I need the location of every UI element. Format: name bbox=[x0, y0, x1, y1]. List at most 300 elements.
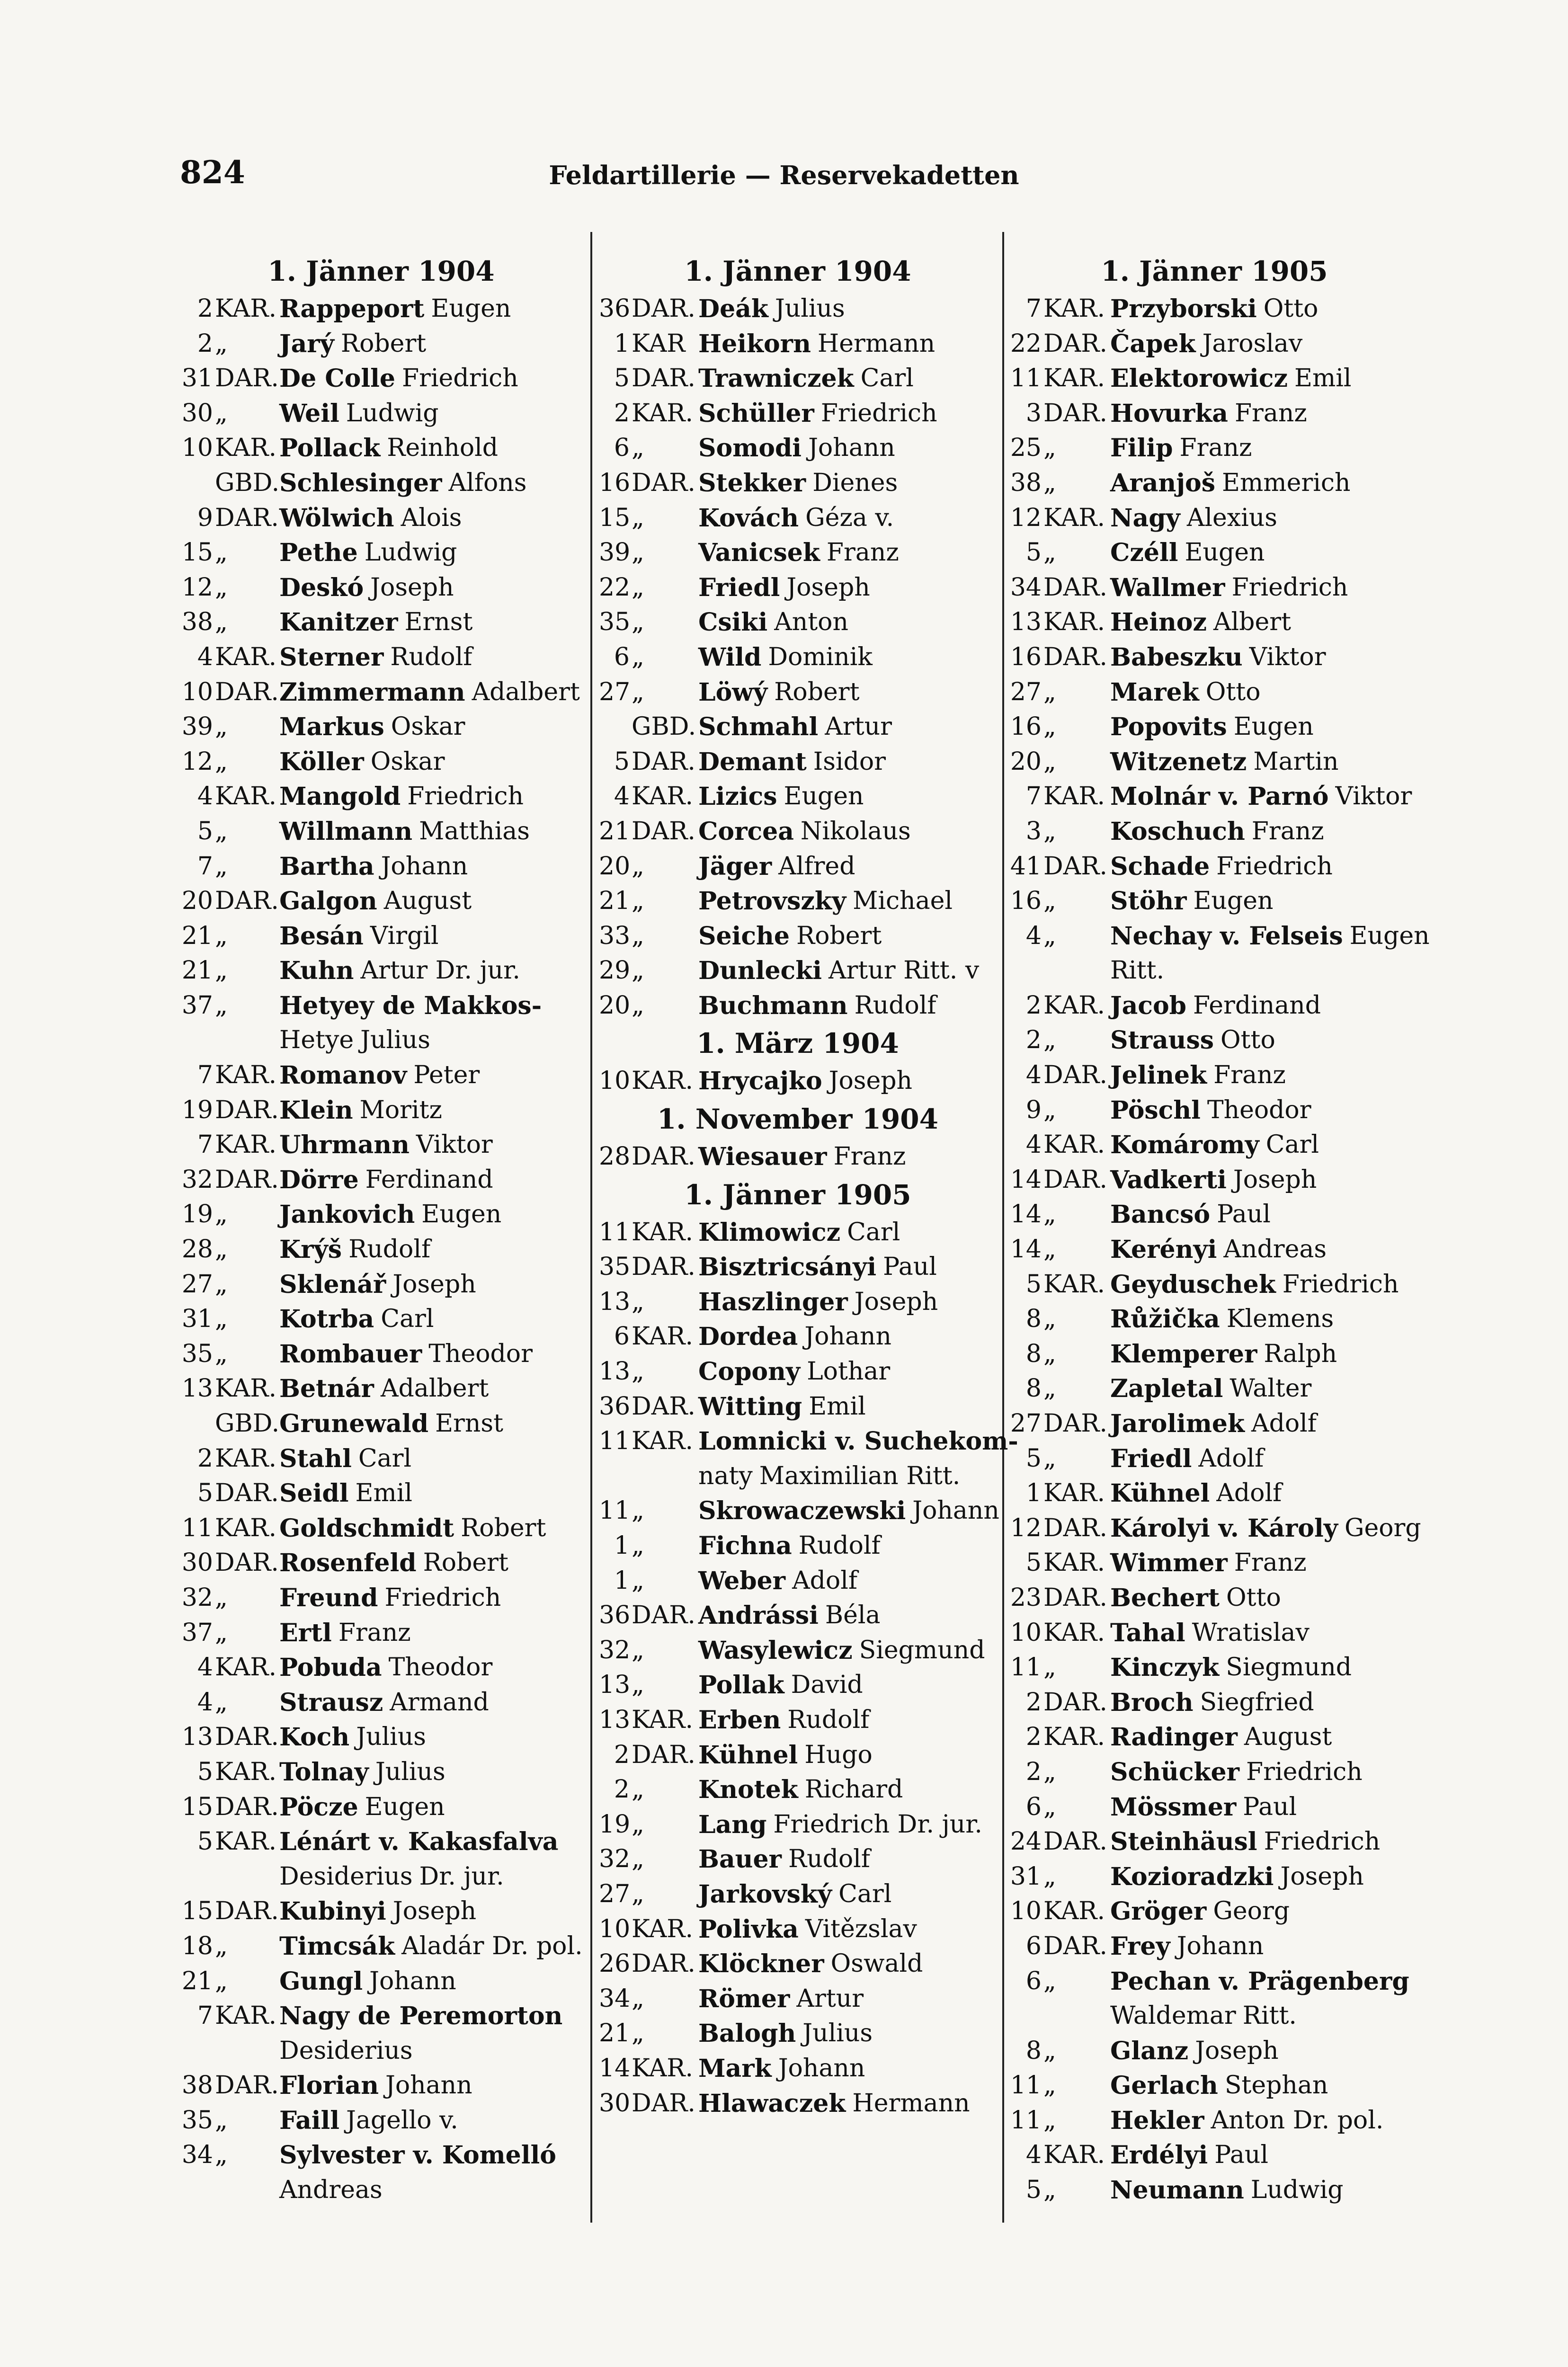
regiment-type: „ bbox=[215, 1967, 228, 1995]
regiment-type: „ bbox=[215, 608, 228, 637]
regiment-type: „ bbox=[1043, 747, 1056, 776]
list-item bbox=[1008, 710, 1420, 745]
regiment-number: 9 bbox=[197, 503, 213, 532]
regiment-number: 1 bbox=[614, 1531, 630, 1560]
list-item bbox=[1008, 1720, 1420, 1755]
regiment-type: DAR. bbox=[632, 1392, 695, 1421]
list-item bbox=[180, 535, 582, 570]
list-item bbox=[1008, 2034, 1420, 2069]
list-item bbox=[599, 1459, 997, 1494]
surname: Löwý bbox=[698, 677, 768, 707]
regiment-type: DAR. bbox=[1043, 852, 1107, 881]
given-name: Aladár Dr. pol. bbox=[401, 1931, 583, 1960]
given-name: Dienes bbox=[812, 468, 898, 497]
regiment-number: 21 bbox=[181, 1967, 213, 1995]
regiment-number: 13 bbox=[1010, 608, 1042, 637]
surname: Bartha bbox=[279, 852, 374, 881]
list-item bbox=[1008, 2138, 1420, 2173]
column-divider bbox=[1002, 232, 1004, 2223]
regiment-type: „ bbox=[1043, 2071, 1056, 2100]
regiment-number: 11 bbox=[1010, 2106, 1042, 2135]
list-item bbox=[180, 1581, 582, 1616]
surname: Copony bbox=[698, 1357, 801, 1387]
regiment-number: 23 bbox=[1010, 1583, 1042, 1612]
regiment-number: 7 bbox=[197, 852, 213, 881]
regiment-type: DAR. bbox=[1043, 642, 1107, 671]
regiment-number: 5 bbox=[614, 364, 630, 393]
regiment-type: „ bbox=[1043, 1374, 1056, 1403]
regiment-number: 4 bbox=[1025, 921, 1042, 950]
given-name: Friedrich bbox=[384, 1583, 501, 1612]
regiment-number: 32 bbox=[599, 1636, 631, 1664]
surname: Ritt. bbox=[1110, 956, 1165, 985]
given-name: Ludwig bbox=[346, 399, 439, 427]
given-name: Géza v. bbox=[805, 503, 894, 532]
list-item bbox=[599, 431, 997, 466]
given-name: Anton Dr. pol. bbox=[1211, 2106, 1384, 2135]
regiment-type: „ bbox=[632, 503, 644, 532]
regiment-number: 21 bbox=[599, 2019, 631, 2048]
given-name: Adolf bbox=[792, 1566, 858, 1595]
given-name: Theodor bbox=[388, 1653, 493, 1682]
regiment-type: KAR. bbox=[1043, 1548, 1105, 1577]
list-item bbox=[599, 1598, 997, 1633]
surname: Weil bbox=[279, 399, 339, 428]
list-item bbox=[599, 988, 997, 1023]
regiment-type: „ bbox=[1043, 1757, 1056, 1786]
regiment-number: 5 bbox=[1025, 1270, 1042, 1299]
surname: Komáromy bbox=[1110, 1130, 1259, 1160]
regiment-number: 13 bbox=[181, 1723, 213, 1752]
regiment-type: „ bbox=[632, 991, 644, 1020]
surname: Hetyey de Makkos- bbox=[279, 991, 542, 1020]
regiment-type: „ bbox=[215, 2106, 228, 2135]
regiment-type: KAR. bbox=[215, 1130, 276, 1159]
regiment-number: 10 bbox=[1010, 1618, 1042, 1647]
surname: Wimmer bbox=[1110, 1548, 1228, 1578]
given-name: Peter bbox=[413, 1061, 480, 1090]
surname: Besán bbox=[279, 921, 364, 951]
list-item bbox=[1008, 1337, 1420, 1372]
surname: Corcea bbox=[698, 817, 794, 846]
regiment-type: „ bbox=[1043, 2106, 1056, 2135]
regiment-number: 35 bbox=[599, 608, 631, 637]
regiment-number: 11 bbox=[599, 1218, 631, 1246]
list-item bbox=[599, 2051, 997, 2086]
section-heading: 1. März 1904 bbox=[696, 1027, 899, 1060]
surname: Stöhr bbox=[1110, 887, 1187, 916]
regiment-number: 20 bbox=[599, 991, 631, 1020]
given-name: Friedrich bbox=[1216, 852, 1333, 881]
regiment-number: 32 bbox=[181, 1583, 213, 1612]
list-item bbox=[1008, 953, 1420, 988]
regiment-number: 24 bbox=[1010, 1827, 1042, 1856]
given-name: Theodor bbox=[428, 1339, 533, 1368]
regiment-type: „ bbox=[1043, 1792, 1056, 1821]
regiment-number: 34 bbox=[1010, 573, 1042, 602]
given-name: Joseph bbox=[829, 1067, 913, 1095]
regiment-number bbox=[180, 2173, 213, 2208]
given-name: Armand bbox=[390, 1688, 489, 1717]
section-heading: 1. Jänner 1904 bbox=[684, 255, 911, 287]
regiment-type: DAR. bbox=[1043, 1409, 1107, 1438]
regiment-type: DAR. bbox=[632, 747, 695, 776]
given-name: Emil bbox=[355, 1479, 413, 1508]
regiment-number: 10 bbox=[181, 434, 213, 463]
regiment-type: GBD. bbox=[215, 1409, 280, 1438]
surname: Andrássi bbox=[698, 1601, 819, 1630]
regiment-type: „ bbox=[1043, 1862, 1056, 1891]
list-item bbox=[180, 1616, 582, 1651]
surname: Schlesinger bbox=[279, 468, 442, 498]
surname: Dordea bbox=[698, 1322, 798, 1352]
given-name: Johann bbox=[381, 852, 468, 881]
given-name: Jagello v. bbox=[346, 2106, 458, 2135]
given-name: Matthias bbox=[419, 817, 530, 845]
surname: Čapek bbox=[1110, 329, 1196, 358]
list-item bbox=[599, 1807, 997, 1842]
regiment-number: 32 bbox=[599, 1845, 631, 1874]
surname: Polivka bbox=[698, 1914, 799, 1944]
regiment-number: 5 bbox=[1025, 538, 1042, 567]
regiment-number: 8 bbox=[1025, 1305, 1042, 1334]
surname: Kuhn bbox=[279, 956, 354, 986]
list-item bbox=[599, 570, 997, 605]
given-name: Franz bbox=[1234, 399, 1307, 427]
given-name bbox=[562, 1999, 569, 2034]
regiment-number: 21 bbox=[181, 921, 213, 950]
given-name: Robert bbox=[423, 1548, 508, 1577]
list-item bbox=[180, 1128, 582, 1163]
surname: Kotrba bbox=[279, 1305, 374, 1334]
surname: Pöcze bbox=[279, 1792, 358, 1822]
regiment-type: „ bbox=[1043, 817, 1056, 845]
list-item bbox=[1008, 1476, 1420, 1511]
surname: Heikorn bbox=[698, 329, 811, 358]
regiment-type: DAR. bbox=[1043, 1931, 1107, 1960]
surname: naty bbox=[698, 1461, 753, 1490]
regiment-number: 2 bbox=[1025, 991, 1042, 1020]
list-item bbox=[1008, 2173, 1420, 2208]
regiment-type: DAR. bbox=[632, 1740, 695, 1769]
given-name: Virgil bbox=[370, 921, 439, 950]
regiment-type bbox=[213, 1860, 272, 1895]
regiment-number: 29 bbox=[599, 956, 631, 985]
list-item bbox=[599, 1738, 997, 1773]
list-item bbox=[180, 1546, 582, 1581]
list-item bbox=[1008, 2068, 1420, 2103]
given-name: Theodor bbox=[1207, 1095, 1311, 1124]
list-item bbox=[180, 1232, 582, 1267]
surname: Sklenář bbox=[279, 1270, 386, 1299]
list-item bbox=[599, 1633, 997, 1668]
surname: Strauss bbox=[1110, 1026, 1214, 1055]
regiment-number bbox=[180, 1860, 213, 1895]
given-name: Rudolf bbox=[798, 1531, 881, 1560]
regiment-number: 33 bbox=[599, 921, 631, 950]
surname: Wild bbox=[698, 642, 762, 672]
regiment-number: 36 bbox=[599, 1601, 631, 1630]
list-item bbox=[1008, 745, 1420, 780]
list-item bbox=[1008, 466, 1420, 501]
given-name: Adolf bbox=[1251, 1409, 1317, 1438]
list-item bbox=[180, 1058, 582, 1093]
given-name: Johann bbox=[804, 1322, 891, 1351]
list-item bbox=[180, 292, 582, 327]
regiment-type: „ bbox=[632, 1496, 644, 1525]
list-item bbox=[1008, 779, 1420, 814]
section-heading: 1. November 1904 bbox=[657, 1103, 939, 1136]
list-item bbox=[1008, 675, 1420, 710]
section-heading: 1. Jänner 1904 bbox=[267, 255, 495, 287]
regiment-type: DAR. bbox=[632, 468, 695, 497]
list-item bbox=[1008, 1128, 1420, 1163]
regiment-type: DAR. bbox=[1043, 1165, 1107, 1194]
regiment-number: 8 bbox=[1025, 2036, 1042, 2065]
surname: Klöckner bbox=[698, 1949, 824, 1979]
regiment-number: 2 bbox=[1025, 1757, 1042, 1786]
regiment-number: 11 bbox=[599, 1427, 631, 1456]
surname: Rappeport bbox=[279, 294, 425, 323]
list-item bbox=[1008, 396, 1420, 431]
list-item bbox=[599, 919, 997, 954]
list-item bbox=[599, 745, 997, 780]
given-name: Franz bbox=[1179, 434, 1252, 463]
regiment-number: 1 bbox=[614, 1566, 630, 1595]
list-item bbox=[180, 1685, 582, 1720]
given-name: Emmerich bbox=[1222, 468, 1351, 497]
list-item bbox=[599, 675, 997, 710]
regiment-number: 4 bbox=[614, 782, 630, 811]
list-item bbox=[599, 1424, 1018, 1459]
surname: Wiesauer bbox=[698, 1142, 827, 1172]
surname: Mangold bbox=[279, 782, 401, 811]
given-name: Julius bbox=[360, 1026, 430, 1055]
list-item bbox=[1008, 1058, 1420, 1093]
surname: Koschuch bbox=[1110, 817, 1245, 846]
list-item bbox=[1008, 535, 1420, 570]
regiment-number: 1 bbox=[1025, 1479, 1042, 1508]
given-name: Franz bbox=[833, 1142, 906, 1171]
surname: Köller bbox=[279, 747, 364, 776]
given-name: Ritt. bbox=[1242, 2002, 1297, 2030]
given-name: Hugo bbox=[804, 1740, 873, 1769]
regiment-type: KAR. bbox=[1043, 608, 1105, 637]
surname: Wölwich bbox=[279, 503, 394, 533]
given-name bbox=[1164, 953, 1171, 988]
list-item bbox=[599, 2086, 997, 2121]
regiment-type: „ bbox=[215, 852, 228, 881]
list-item bbox=[1008, 1442, 1420, 1477]
given-name: Friedrich bbox=[820, 399, 937, 427]
surname: Radinger bbox=[1110, 1723, 1238, 1752]
regiment-type: „ bbox=[632, 852, 644, 881]
column-divider bbox=[590, 232, 592, 2223]
regiment-type: DAR. bbox=[1043, 1061, 1107, 1090]
list-item bbox=[1008, 1546, 1420, 1581]
list-item bbox=[1008, 1824, 1420, 1860]
surname: Hovurka bbox=[1110, 399, 1228, 428]
surname: Witting bbox=[698, 1392, 802, 1421]
column-3 bbox=[1008, 251, 1430, 2208]
given-name: Adolf bbox=[1216, 1479, 1282, 1508]
surname: Bechert bbox=[1110, 1583, 1220, 1612]
list-item bbox=[599, 361, 997, 396]
list-item bbox=[180, 884, 582, 919]
surname: Erdélyi bbox=[1110, 2141, 1208, 2170]
list-item bbox=[180, 1302, 582, 1337]
regiment-number: 2 bbox=[1025, 1723, 1042, 1752]
given-name: Franz bbox=[1234, 1548, 1307, 1577]
given-name: Joseph bbox=[370, 573, 454, 602]
surname: Seidl bbox=[279, 1479, 349, 1508]
given-name: Klemens bbox=[1226, 1305, 1334, 1334]
given-name bbox=[413, 2034, 419, 2069]
surname: Pechan v. Prägenberg bbox=[1110, 1967, 1409, 1996]
regiment-number: 41 bbox=[1010, 852, 1042, 881]
list-item bbox=[1008, 1685, 1420, 1720]
regiment-type: KAR. bbox=[1043, 1130, 1105, 1159]
regiment-number: 6 bbox=[614, 1322, 630, 1351]
regiment-type: „ bbox=[215, 1305, 228, 1334]
given-name: Ferdinand bbox=[365, 1165, 493, 1194]
regiment-type: „ bbox=[632, 1287, 644, 1316]
regiment-number: 30 bbox=[181, 1548, 213, 1577]
surname: Kanitzer bbox=[279, 608, 398, 637]
regiment-number: 31 bbox=[181, 364, 213, 393]
regiment-type: DAR. bbox=[632, 1601, 695, 1630]
given-name: Julius bbox=[356, 1723, 426, 1752]
regiment-number: 2 bbox=[1025, 1688, 1042, 1717]
list-item bbox=[1008, 361, 1420, 396]
regiment-number: 11 bbox=[181, 1513, 213, 1542]
list-item bbox=[599, 1139, 997, 1175]
given-name: Friedrich bbox=[407, 782, 524, 811]
regiment-number: 6 bbox=[614, 642, 630, 671]
surname: Hekler bbox=[1110, 2106, 1204, 2135]
list-item bbox=[1008, 1894, 1420, 1929]
regiment-number: 13 bbox=[599, 1705, 631, 1734]
list-item bbox=[1008, 1023, 1420, 1058]
regiment-number: 30 bbox=[599, 2089, 631, 2118]
surname: Vadkerti bbox=[1110, 1165, 1227, 1194]
given-name: Eugen bbox=[784, 782, 864, 811]
surname: Stahl bbox=[279, 1444, 352, 1473]
given-name: Alfons bbox=[448, 468, 527, 497]
surname: Frey bbox=[1110, 1931, 1170, 1961]
regiment-type: KAR. bbox=[215, 1513, 276, 1542]
surname: Romanov bbox=[279, 1061, 407, 1090]
surname: Faill bbox=[279, 2106, 340, 2135]
regiment-type: „ bbox=[215, 1235, 228, 1264]
surname: Pethe bbox=[279, 538, 358, 568]
given-name: Joseph bbox=[854, 1287, 938, 1316]
section-heading: 1. Jänner 1905 bbox=[1101, 255, 1328, 287]
given-name: Maximilian Ritt. bbox=[759, 1461, 961, 1490]
given-name: Eugen bbox=[365, 1792, 445, 1821]
regiment-type: „ bbox=[632, 642, 644, 671]
surname: Knotek bbox=[698, 1775, 798, 1805]
given-name: Joseph bbox=[392, 1270, 476, 1299]
list-item bbox=[1008, 1267, 1420, 1302]
regiment-number: 19 bbox=[181, 1095, 213, 1124]
regiment-type: DAR. bbox=[215, 503, 279, 532]
regiment-number: 5 bbox=[1025, 2176, 1042, 2205]
list-item bbox=[180, 1755, 582, 1790]
list-item bbox=[180, 1929, 582, 1964]
regiment-type: „ bbox=[632, 1775, 644, 1804]
list-item bbox=[180, 361, 582, 396]
regiment-number: 2 bbox=[1025, 1026, 1042, 1055]
given-name: Rudolf bbox=[390, 642, 472, 671]
given-name bbox=[558, 1824, 565, 1860]
regiment-type: „ bbox=[215, 2141, 228, 2170]
given-name: Franz bbox=[338, 1618, 411, 1647]
regiment-type: „ bbox=[215, 1618, 228, 1647]
surname: Jankovich bbox=[279, 1200, 415, 1229]
surname: Kinczyk bbox=[1110, 1653, 1220, 1682]
surname: Heinoz bbox=[1110, 608, 1207, 637]
regiment-type: KAR. bbox=[1043, 503, 1105, 532]
given-name: Eugen bbox=[421, 1200, 502, 1229]
given-name: Johann bbox=[808, 434, 895, 463]
regiment-type: DAR. bbox=[215, 364, 279, 393]
list-item bbox=[1008, 1093, 1420, 1128]
given-name: Eugen bbox=[1233, 712, 1314, 741]
regiment-number: 5 bbox=[197, 1757, 213, 1786]
surname: Mark bbox=[698, 2054, 772, 2083]
regiment-number: 5 bbox=[614, 747, 630, 776]
regiment-type: DAR. bbox=[215, 1897, 279, 1926]
regiment-type: KAR. bbox=[215, 1653, 276, 1682]
regiment-type: „ bbox=[632, 887, 644, 916]
given-name: August bbox=[1244, 1723, 1332, 1752]
regiment-number: 35 bbox=[599, 1253, 631, 1281]
surname: Aranjoš bbox=[1110, 468, 1216, 498]
given-name: Béla bbox=[825, 1601, 881, 1630]
surname: Seiche bbox=[698, 921, 790, 951]
given-name: Adalbert bbox=[472, 677, 580, 706]
list-item bbox=[1008, 1511, 1420, 1546]
surname: Pobuda bbox=[279, 1653, 382, 1682]
surname: Rombauer bbox=[279, 1339, 422, 1369]
list-item bbox=[180, 1790, 582, 1825]
surname: Pöschl bbox=[1110, 1095, 1201, 1125]
given-name: Artur Ritt. v bbox=[829, 956, 980, 985]
surname: Jarý bbox=[279, 329, 334, 358]
regiment-type bbox=[630, 1459, 691, 1494]
regiment-type: KAR. bbox=[632, 1705, 693, 1734]
regiment-number: 31 bbox=[1010, 1862, 1042, 1891]
given-name: Adalbert bbox=[380, 1374, 489, 1403]
surname: Hrycajko bbox=[698, 1067, 822, 1096]
regiment-number bbox=[1008, 953, 1042, 988]
given-name: Rudolf bbox=[788, 1845, 871, 1874]
regiment-type: „ bbox=[1043, 1305, 1056, 1334]
regiment-type: „ bbox=[1043, 712, 1056, 741]
regiment-number: 26 bbox=[599, 1949, 631, 1978]
given-name: Friedrich bbox=[401, 364, 518, 393]
given-name: Richard bbox=[804, 1775, 903, 1804]
surname: Kubinyi bbox=[279, 1897, 386, 1926]
given-name: Friedrich bbox=[1231, 573, 1348, 602]
given-name: Georg bbox=[1213, 1897, 1290, 1926]
list-item bbox=[1008, 884, 1420, 919]
list-item bbox=[599, 640, 997, 675]
regiment-number: 10 bbox=[1010, 1897, 1042, 1926]
list-item bbox=[1008, 2103, 1420, 2138]
regiment-type: KAR. bbox=[1043, 1897, 1105, 1926]
